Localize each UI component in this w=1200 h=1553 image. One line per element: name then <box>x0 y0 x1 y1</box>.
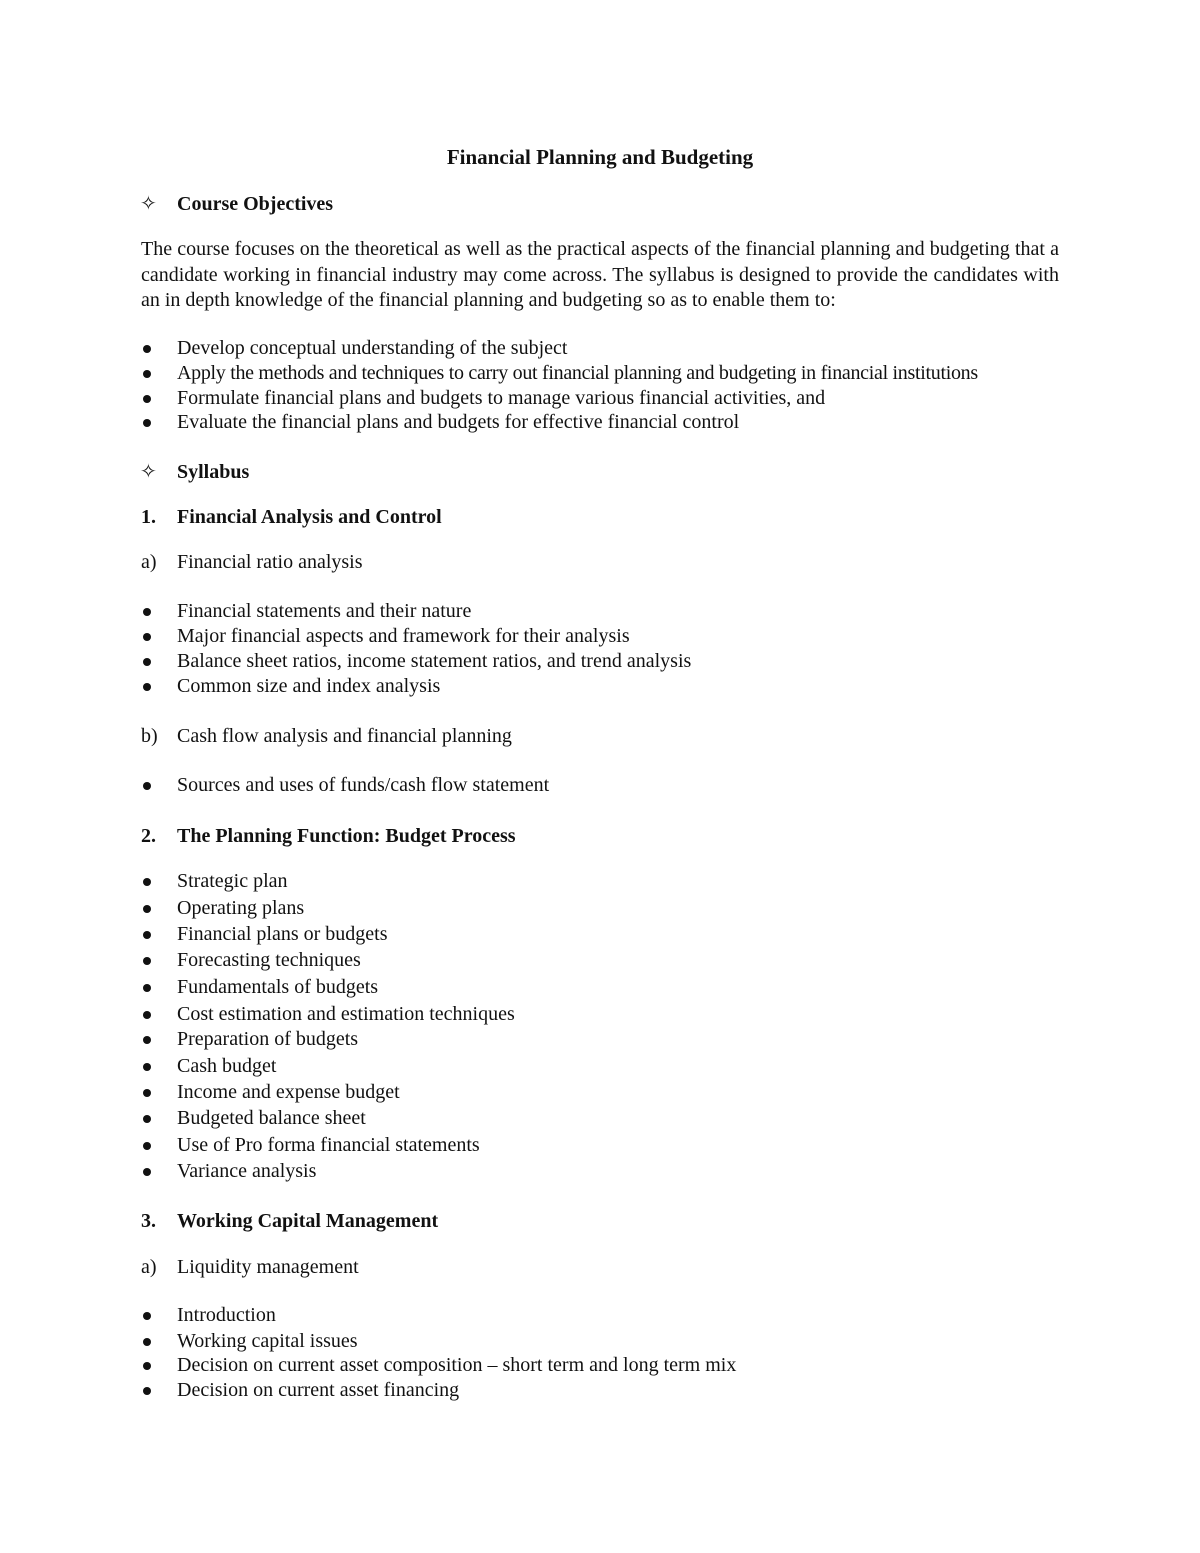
list-item: Strategic plan <box>177 870 288 892</box>
subsection-label: a) <box>141 1256 157 1278</box>
course-objectives-paragraph: The course focuses on the theoretical as well as the practical aspects of the financial planning and budgeting that a candidate working in financial industry may come across. The syllabus is designed to provide the candidates with an in depth knowledge of the financial planning and budgeting so as to enable them to: <box>141 238 1059 311</box>
bullet-icon <box>143 931 151 939</box>
list-item: Variance analysis <box>177 1160 317 1182</box>
bullet-icon <box>143 1362 151 1370</box>
bullet-icon <box>143 683 151 691</box>
list-item: Balance sheet ratios, income statement ratios, and trend analysis <box>177 650 692 672</box>
list-item: Cost estimation and estimation techniques <box>177 1003 515 1025</box>
section-number: 3. <box>141 1210 156 1232</box>
bullet-icon <box>143 1387 151 1395</box>
bullet-icon <box>143 782 151 790</box>
list-item: Major financial aspects and framework for their analysis <box>177 625 630 647</box>
bullet-icon <box>143 1036 151 1044</box>
bullet-icon <box>143 1011 151 1019</box>
list-item: Budgeted balance sheet <box>177 1107 366 1129</box>
bullet-icon <box>143 1142 151 1150</box>
list-item: Preparation of budgets <box>177 1028 359 1050</box>
list-item: Formulate financial plans and budgets to manage various financial activities, and <box>177 387 826 409</box>
bullet-icon <box>143 395 151 403</box>
list-item: Introduction <box>177 1304 276 1326</box>
bullet-icon <box>143 957 151 965</box>
list-item: Fundamentals of budgets <box>177 976 379 998</box>
list-item: Apply the methods and techniques to carry out financial planning and budgeting in financial institutions <box>177 362 978 384</box>
list-item: Develop conceptual understanding of the subject <box>177 337 568 359</box>
bullet-icon <box>143 905 151 913</box>
list-item: Financial plans or budgets <box>177 923 388 945</box>
list-item: Decision on current asset composition – short term and long term mix <box>177 1354 737 1376</box>
subsection-label: a) <box>141 551 157 573</box>
bullet-icon <box>143 658 151 666</box>
section-title: Financial Analysis and Control <box>177 506 442 528</box>
bullet-icon <box>143 370 151 378</box>
bullet-icon <box>143 1168 151 1176</box>
subsection-title: Financial ratio analysis <box>177 551 363 573</box>
list-item: Sources and uses of funds/cash flow statement <box>177 774 550 796</box>
course-objectives-heading: Course Objectives <box>177 193 334 215</box>
subsection-title: Cash flow analysis and financial planning <box>177 725 512 747</box>
bullet-icon <box>143 1312 151 1320</box>
bullet-icon <box>143 1089 151 1097</box>
bullet-icon <box>143 984 151 992</box>
bullet-icon <box>143 608 151 616</box>
bullet-icon <box>143 419 151 427</box>
diamond-bullet-icon: ✧ <box>140 193 157 215</box>
list-item: Financial statements and their nature <box>177 600 472 622</box>
section-number: 2. <box>141 825 156 847</box>
section-number: 1. <box>141 506 156 528</box>
bullet-icon <box>143 633 151 641</box>
section-title: The Planning Function: Budget Process <box>177 825 516 847</box>
list-item: Use of Pro forma financial statements <box>177 1134 480 1156</box>
subsection-title: Liquidity management <box>177 1256 359 1278</box>
list-item: Forecasting techniques <box>177 949 361 971</box>
list-item: Operating plans <box>177 897 305 919</box>
page-title: Financial Planning and Budgeting <box>446 145 754 169</box>
bullet-icon <box>143 345 151 353</box>
bullet-icon <box>143 1338 151 1346</box>
list-item: Common size and index analysis <box>177 675 441 697</box>
bullet-icon <box>143 878 151 886</box>
list-item: Working capital issues <box>177 1330 358 1352</box>
list-item: Cash budget <box>177 1055 277 1077</box>
bullet-icon <box>143 1063 151 1071</box>
subsection-label: b) <box>141 725 158 747</box>
list-item: Decision on current asset financing <box>177 1379 460 1401</box>
section-title: Working Capital Management <box>177 1210 439 1232</box>
diamond-bullet-icon: ✧ <box>140 461 157 483</box>
list-item: Evaluate the financial plans and budgets for effective financial control <box>177 411 740 433</box>
list-item: Income and expense budget <box>177 1081 400 1103</box>
bullet-icon <box>143 1115 151 1123</box>
syllabus-heading: Syllabus <box>177 461 250 483</box>
